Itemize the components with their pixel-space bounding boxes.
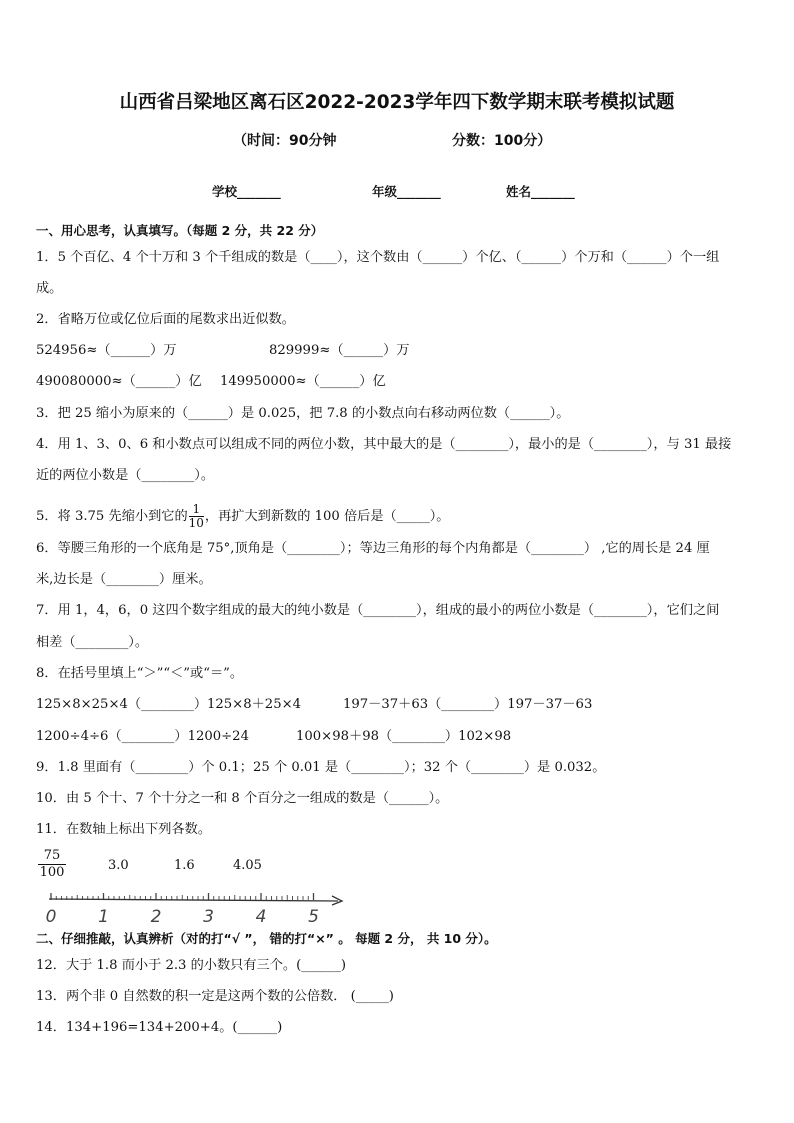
question-11-fraction-denominator: 100 [39,865,65,880]
question-8-b: 197－37＋63（________）197－37－63 [343,697,593,712]
question-5-denominator: 10 [188,516,204,530]
number-line-label: 5 [308,907,319,927]
question-13: 13．两个非 0 自然数的积一定是这两个数的公倍数． (_____) [36,989,394,1004]
question-2: 2．省略万位或亿位后面的尾数求出近似数。 [36,312,295,327]
question-5 [36,503,449,530]
question-11-number-1: 3.0 [108,858,129,873]
question-11-fraction [38,848,66,881]
question-7-line-2: 相差（________）。 [36,635,149,650]
section-1-heading: 一、用心思考，认真填写。（每题 2 分，共 22 分） [36,223,324,238]
question-1-line-2: 成。 [36,281,63,296]
question-12: 12．大于 1.8 而小于 2.3 的小数只有三个。(______) [36,958,346,973]
question-4-line-2: 近的两位小数是（________）。 [36,468,215,483]
question-9: 9．1.8 里面有（________）个 0.1；25 个 0.01 是（________）；32 个（________）是 0.032。 [36,760,606,775]
question-2-b: 829999≈（______）万 [269,343,410,358]
question-11-number-2: 1.6 [174,858,195,873]
question-6-line-1: 6．等腰三角形的一个底角是 75°,顶角是（________）；等边三角形的每个内角都是（________） ,它的周长是 24 厘 [36,541,710,556]
school-field[interactable]: 学校_______ [212,184,281,199]
question-7-line-1: 7．用 1，4，6，0 这四个数字组成的最大的纯小数是（________），组成的最小的两位小数是（________），它们之间 [36,603,720,618]
question-5-numerator: 1 [189,503,204,517]
number-line-label: 1 [98,907,109,927]
question-8-a: 125×8×25×4（________）125×8＋25×4 [36,697,302,712]
question-1-line-1: 1．5 个百亿、4 个十万和 3 个千组成的数是（____），这个数由（______）个亿、（______）个万和（______）个一组 [36,250,720,265]
question-10: 10．由 5 个十、7 个十分之一和 8 个百分之一组成的数是（______）。 [36,791,449,806]
question-8-d: 100×98＋98（________）102×98 [296,729,512,744]
number-line-axis [49,899,338,901]
question-8: 8．在括号里填上“＞”“＜”或“＝”。 [36,666,244,681]
question-14: 14．134+196=134+200+4。(______) [36,1020,283,1035]
section-2-heading: 二、仔细推敲，认真辨析（对的打“√ ”， 错的打“×” 。 每题 2 分， 共 10 分）。 [36,931,497,946]
question-5-fraction [189,503,204,530]
number-line-labels [46,907,319,927]
question-3: 3．把 25 缩小为原来的（______）是 0.025，把 7.8 的小数点向右移动两位数（______）。 [36,406,570,421]
question-2-c: 490080000≈（______）亿 [36,374,202,389]
number-line-label: 2 [150,907,162,927]
question-5-prefix: 5．将 3.75 先缩小到它的 [36,509,188,524]
question-11-number-3: 4.05 [233,858,262,873]
question-4-line-1: 4．用 1、3、0、6 和小数点可以组成不同的两位小数，其中最大的是（________），最小的是（________），与 31 最接 [36,437,732,452]
number-line[interactable] [40,888,350,928]
question-5-suffix: ，再扩大到新数的 100 倍后是（_____）。 [204,509,450,524]
exam-time: （时间：90分钟 [233,133,337,149]
page-title: 山西省吕梁地区离石区2022-2023学年四下数学期末联考模拟试题 [119,92,675,113]
question-6-line-2: 米,边长是（________）厘米。 [36,572,212,587]
grade-field[interactable]: 年级_______ [372,184,441,199]
number-line-label: 3 [203,907,214,927]
question-8-c: 1200÷4÷6（________）1200÷24 [36,729,249,744]
question-2-a: 524956≈（______）万 [36,343,177,358]
question-11-fraction-numerator: 75 [38,848,66,865]
number-line-label: 0 [45,907,57,927]
question-11: 11．在数轴上标出下列各数。 [36,822,212,837]
number-line-label: 4 [255,907,267,927]
exam-score: 分数：100分） [452,133,552,149]
question-2-d: 149950000≈（______）亿 [220,374,386,389]
name-field[interactable]: 姓名_______ [506,184,575,199]
